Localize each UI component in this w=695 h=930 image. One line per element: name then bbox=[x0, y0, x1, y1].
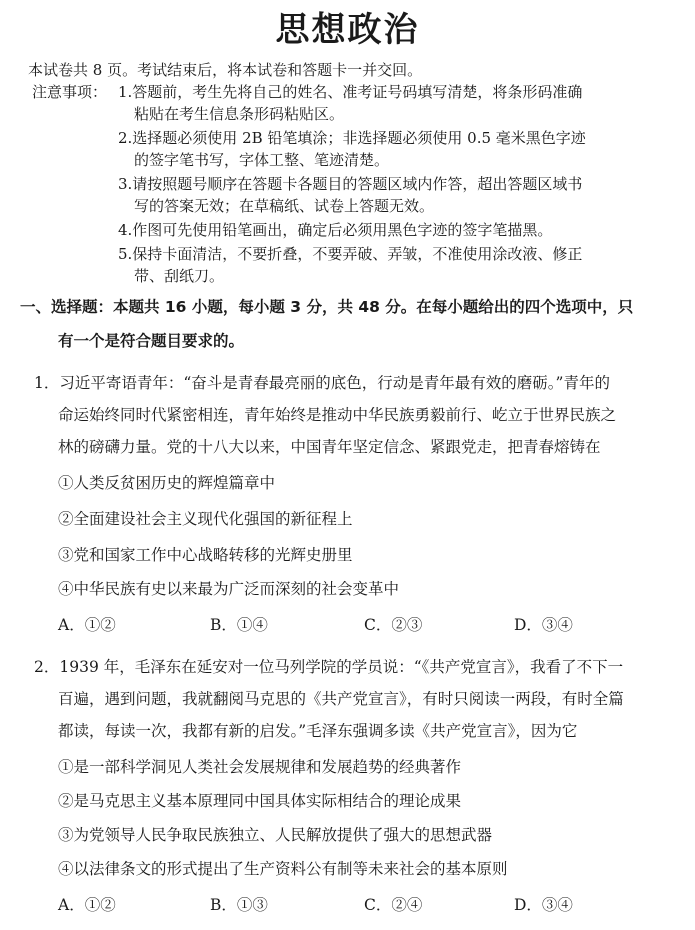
note-3-line-2: 写的答案无效；在草稿纸、试卷上答题无效。 bbox=[134, 197, 435, 215]
q1-stem-line-3: 林的磅礴力量。党的十八大以来，中国青年坚定信念、紧跟党走，把青春熔铸在 bbox=[58, 438, 601, 456]
q2-item-4: ④以法律条文的形式提出了生产资料公有制等未来社会的基本原则 bbox=[58, 860, 508, 878]
q2-choice-c[interactable]: C．②④ bbox=[364, 896, 423, 914]
q1-choice-c[interactable]: C．②③ bbox=[364, 616, 423, 634]
q1-stem-line-1: 1．习近平寄语青年：“奋斗是青春最亮丽的底色，行动是青年最有效的磨砺。”青年的 bbox=[34, 374, 610, 392]
note-2-line-2: 的签字笔书写，字体工整、笔迹清楚。 bbox=[134, 151, 390, 169]
q2-item-1: ①是一部科学洞见人类社会发展规律和发展趋势的经典著作 bbox=[58, 758, 462, 776]
q1-choice-b[interactable]: B．①④ bbox=[210, 616, 268, 634]
q2-stem-line-2: 百遍，遇到问题，我就翻阅马克思的《共产党宣言》，有时只阅读一两段，有时全篇 bbox=[58, 690, 624, 708]
notes-label: 注意事项： bbox=[32, 83, 108, 101]
q1-item-2: ②全面建设社会主义现代化强国的新征程上 bbox=[58, 510, 353, 528]
note-4-line-1: 4.作图可先使用铅笔画出，确定后必须用黑色字迹的签字笔描黑。 bbox=[118, 221, 553, 239]
q2-choice-a[interactable]: A．①② bbox=[58, 896, 116, 914]
note-5-line-2: 带、刮纸刀。 bbox=[134, 267, 225, 285]
q2-item-2: ②是马克思主义基本原理同中国具体实际相结合的理论成果 bbox=[58, 792, 462, 810]
page-title: 思想政治 bbox=[275, 10, 420, 50]
exam-intro: 本试卷共 8 页。考试结束后，将本试卷和答题卡一并交回。 bbox=[28, 61, 423, 79]
q2-stem-line-1: 2．1939 年，毛泽东在延安对一位马列学院的学员说：“《共产党宣言》，我看了不下一 bbox=[34, 658, 624, 676]
q2-item-3: ③为党领导人民争取民族独立、人民解放提供了强大的思想武器 bbox=[58, 826, 493, 844]
section-heading: 一、选择题：本题共 16 小题，每小题 3 分，共 48 分。在每小题给出的四个选项中，只 bbox=[20, 298, 634, 316]
q1-item-1: ①人类反贫困历史的辉煌篇章中 bbox=[58, 474, 276, 492]
note-1-line-1: 1.答题前，考生先将自己的姓名、准考证号码填写清楚，将条形码准确 bbox=[118, 83, 583, 101]
q1-choice-a[interactable]: A．①② bbox=[58, 616, 116, 634]
q2-stem-line-3: 都读，每读一次，我都有新的启发。”毛泽东强调多读《共产党宣言》，因为它 bbox=[58, 722, 578, 740]
note-3-line-1: 3.请按照题号顺序在答题卡各题目的答题区域内作答，超出答题区域书 bbox=[118, 175, 583, 193]
q1-item-3: ③党和国家工作中心战略转移的光辉史册里 bbox=[58, 546, 353, 564]
q2-choice-b[interactable]: B．①③ bbox=[210, 896, 268, 914]
q1-item-4: ④中华民族有史以来最为广泛而深刻的社会变革中 bbox=[58, 580, 400, 598]
q1-stem-line-2: 命运始终同时代紧密相连，青年始终是推动中华民族勇毅前行、屹立于世界民族之 bbox=[58, 406, 617, 424]
note-2-line-1: 2.选择题必须使用 2B 铅笔填涂；非选择题必须使用 0.5 毫米黑色字迹 bbox=[118, 129, 586, 147]
q1-choice-d[interactable]: D．③④ bbox=[514, 616, 573, 634]
note-5-line-1: 5.保持卡面清洁，不要折叠，不要弄破、弄皱，不准使用涂改液、修正 bbox=[118, 245, 583, 263]
section-heading-cont: 有一个是符合题目要求的。 bbox=[58, 332, 245, 350]
q2-choice-d[interactable]: D．③④ bbox=[514, 896, 573, 914]
note-1-line-2: 粘贴在考生信息条形码粘贴区。 bbox=[134, 105, 345, 123]
